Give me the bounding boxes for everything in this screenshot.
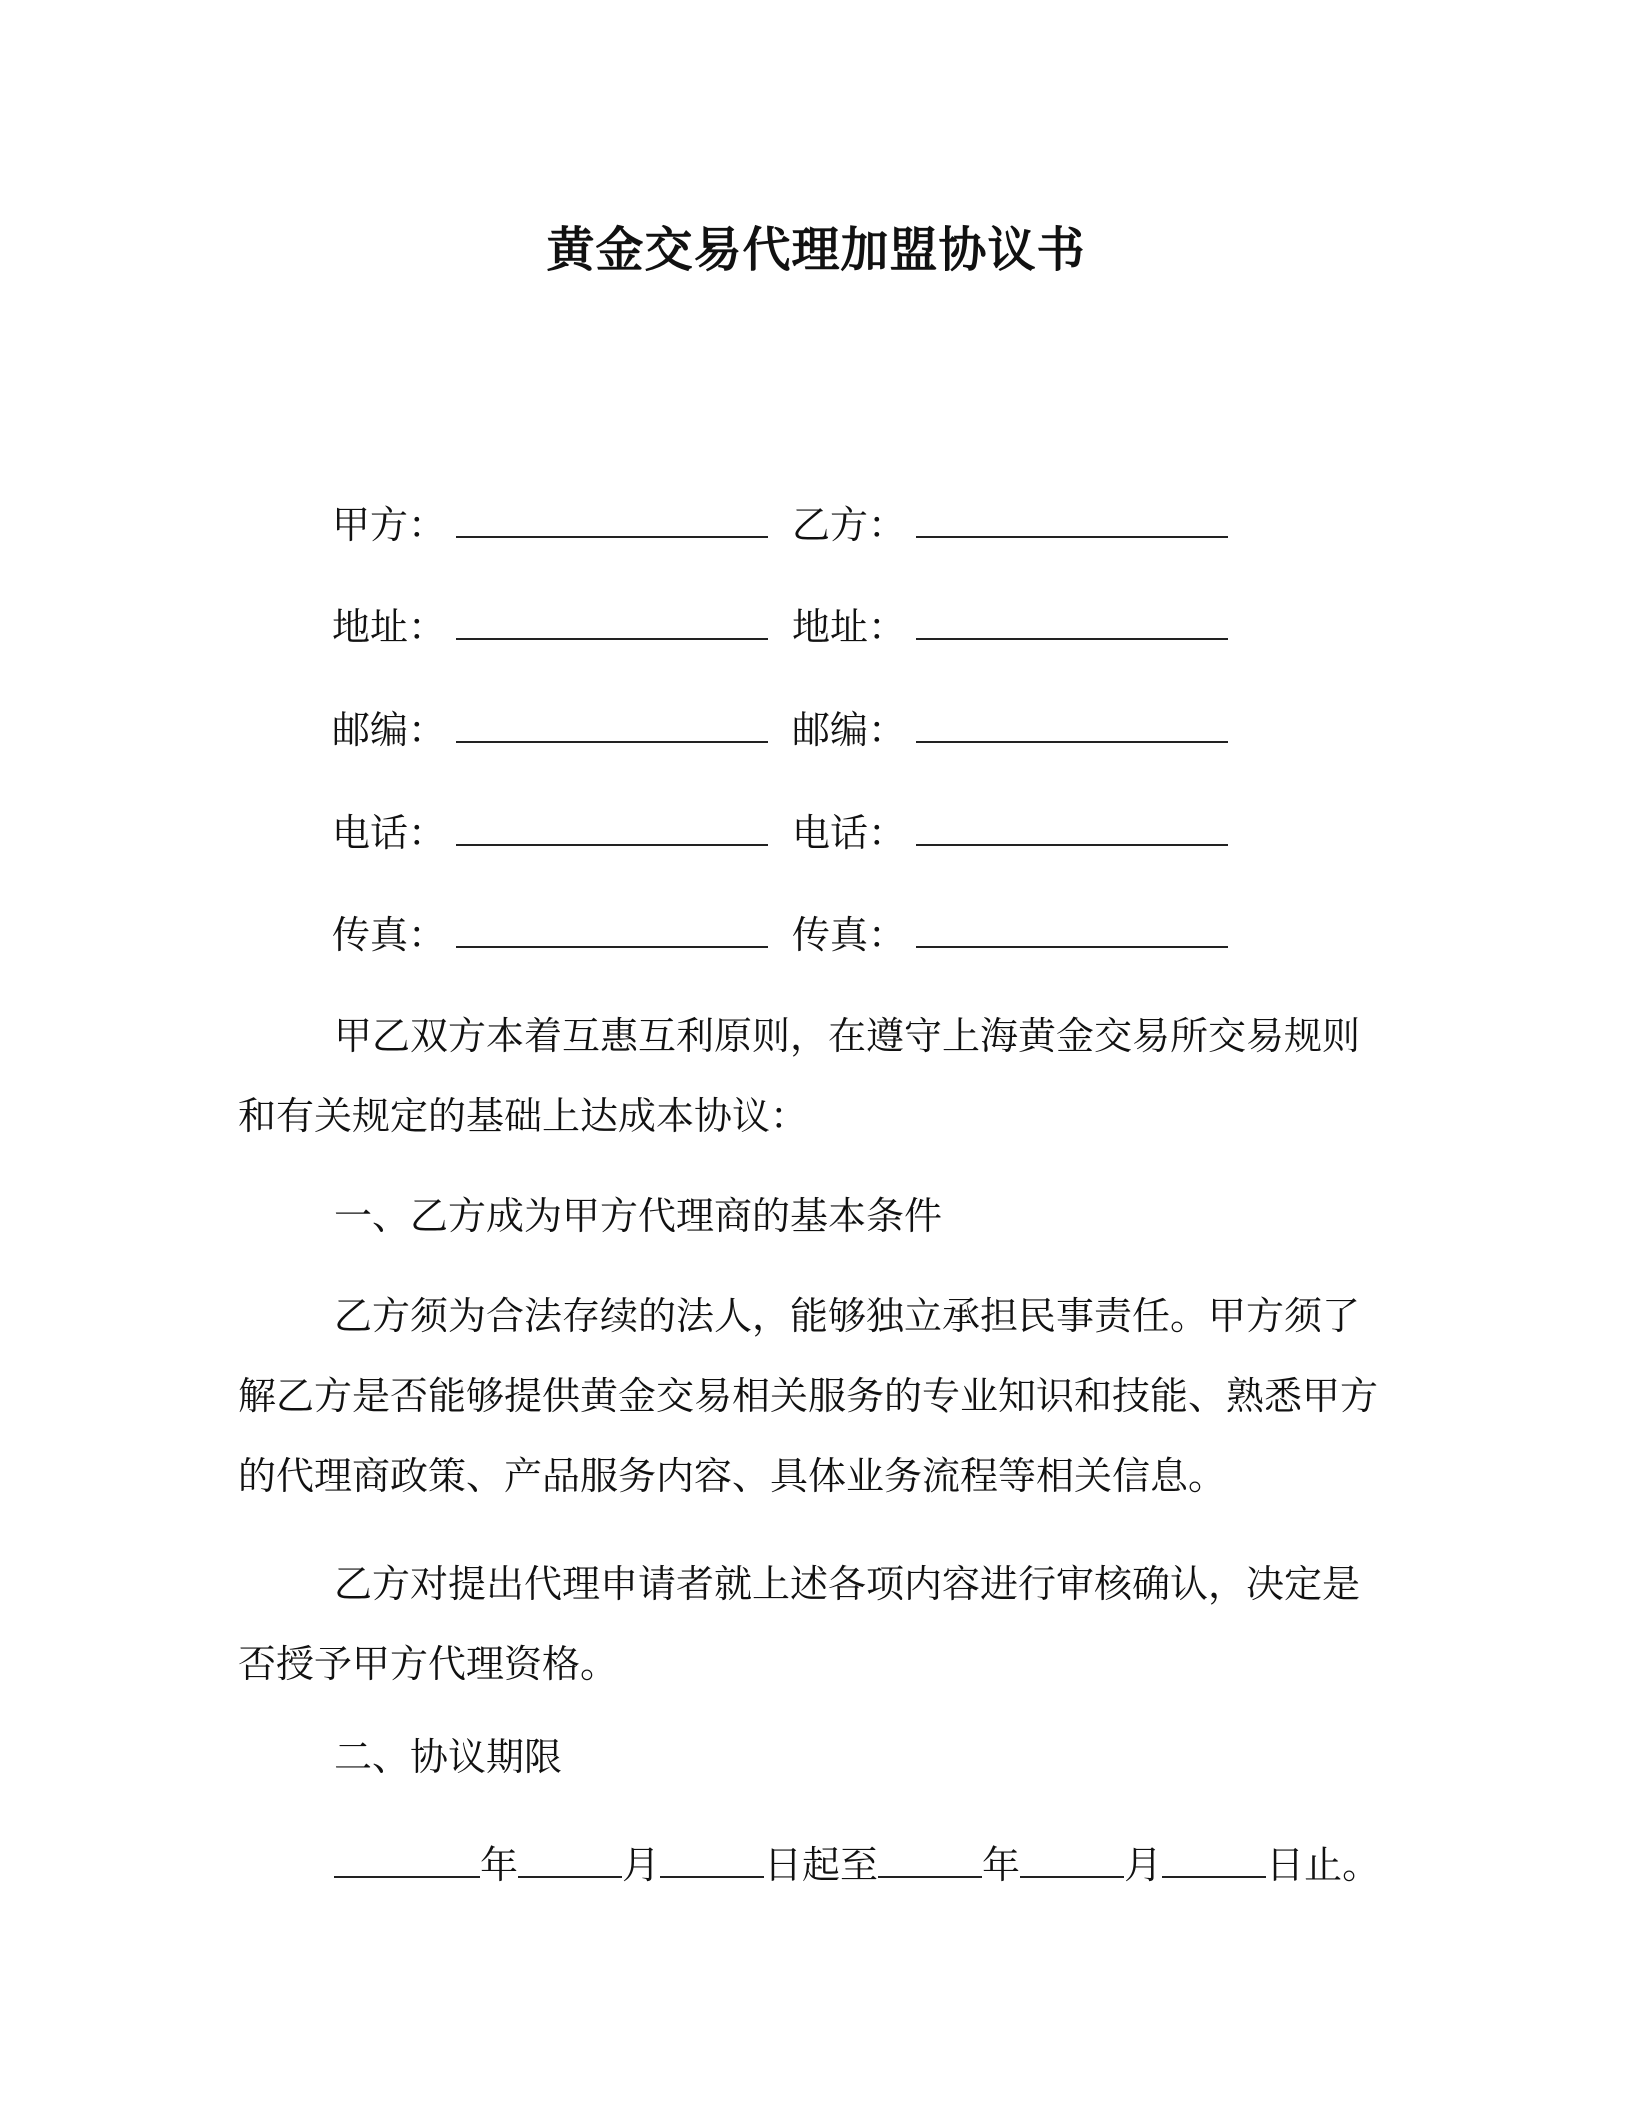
- party-a-name-label: 甲方：: [332, 503, 447, 547]
- start-month-label: 月: [622, 1843, 661, 1887]
- start-month-blank: [518, 1846, 622, 1878]
- party-b-phone-field: [792, 808, 1228, 858]
- section-2-heading: 二、协议期限: [334, 1735, 563, 1779]
- party-a-fax-field: [332, 910, 768, 960]
- party-b-address-field: [792, 602, 1228, 652]
- section-1-paragraph-2: 乙方对提出代理申请者就上述各项内容进行审核确认，决定是否授予甲方代理资格。: [238, 1562, 1361, 1686]
- party-b-name-field: [792, 500, 1228, 550]
- party-a-fax-blank: [456, 916, 768, 948]
- party-b-address-label: 地址：: [792, 605, 907, 649]
- party-a-address-field: [332, 602, 768, 652]
- party-b-address-blank: [916, 608, 1228, 640]
- party-b-name-label: 乙方：: [792, 503, 907, 547]
- party-b-fax-field: [792, 910, 1228, 960]
- end-month-label: 月: [1124, 1843, 1163, 1887]
- party-b-fax-blank: [916, 916, 1228, 948]
- party-a-address-blank: [456, 608, 768, 640]
- section-1-paragraph-1: 乙方须为合法存续的法人，能够独立承担民事责任。甲方须了解乙方是否能够提供黄金交易相关服务的专业知识和技能、熟悉甲方的代理商政策、产品服务内容、具体业务流程等相关信息。: [238, 1294, 1379, 1498]
- end-day-blank: [1162, 1846, 1266, 1878]
- party-b-fax-label: 传真：: [792, 913, 907, 957]
- party-a-address-label: 地址：: [332, 605, 447, 649]
- party-b-postcode-label: 邮编：: [792, 708, 907, 752]
- end-day-label: 日止。: [1266, 1843, 1381, 1887]
- party-b-name-blank: [916, 506, 1228, 538]
- party-a-fax-label: 传真：: [332, 913, 447, 957]
- start-year-blank: [334, 1846, 480, 1878]
- agreement-period-date-line: [334, 1840, 1380, 1890]
- party-a-phone-blank: [456, 814, 768, 846]
- party-b-postcode-blank: [916, 711, 1228, 743]
- start-day-label: 日起至: [764, 1843, 879, 1887]
- end-month-blank: [1020, 1846, 1124, 1878]
- end-year-blank: [878, 1846, 982, 1878]
- party-a-phone-label: 电话：: [332, 811, 447, 855]
- party-a-postcode-field: [332, 705, 768, 755]
- party-a-postcode-label: 邮编：: [332, 708, 447, 752]
- intro-paragraph: 甲乙双方本着互惠互利原则，在遵守上海黄金交易所交易规则和有关规定的基础上达成本协议：: [238, 1014, 1361, 1138]
- party-a-postcode-blank: [456, 711, 768, 743]
- party-b-postcode-field: [792, 705, 1228, 755]
- party-a-name-field: [332, 500, 768, 550]
- party-b-phone-blank: [916, 814, 1228, 846]
- start-year-label: 年: [480, 1843, 519, 1887]
- start-day-blank: [660, 1846, 764, 1878]
- end-year-label: 年: [982, 1843, 1021, 1887]
- document-title: 黄金交易代理加盟协议书: [546, 222, 1086, 278]
- party-b-phone-label: 电话：: [792, 811, 907, 855]
- party-a-name-blank: [456, 506, 768, 538]
- party-a-phone-field: [332, 808, 768, 858]
- section-1-heading: 一、乙方成为甲方代理商的基本条件: [334, 1194, 943, 1238]
